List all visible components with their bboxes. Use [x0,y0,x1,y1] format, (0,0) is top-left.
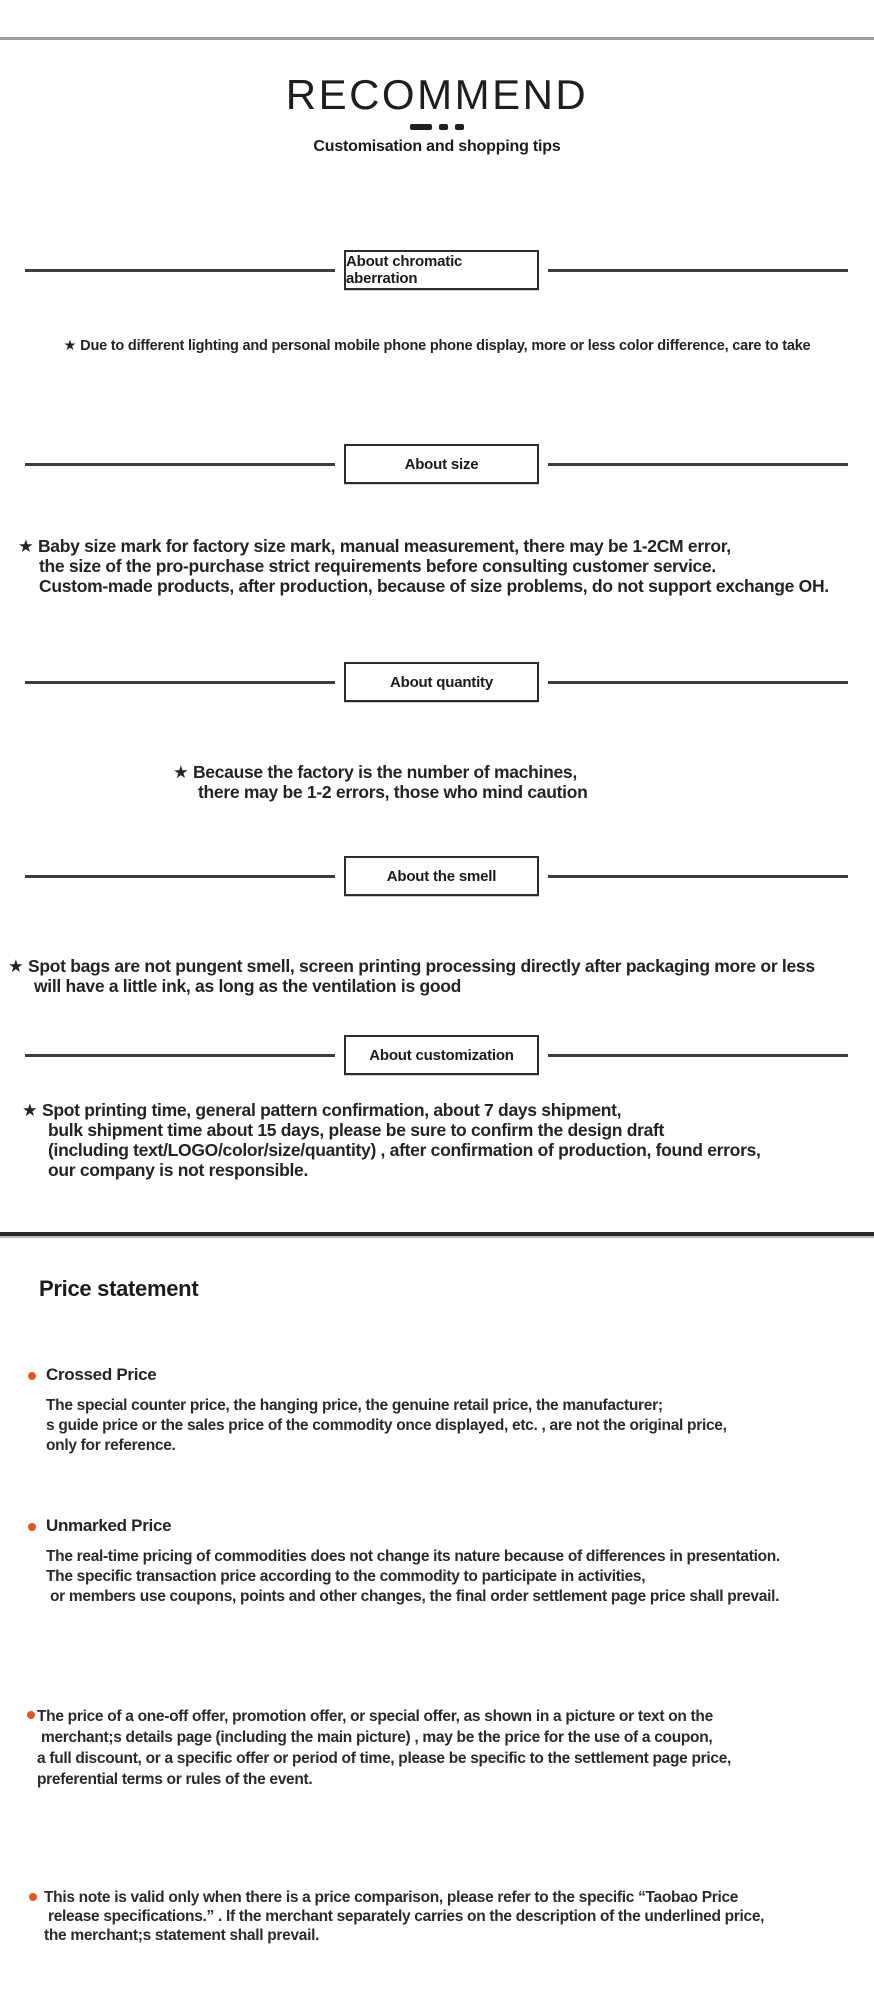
ornament-dash-small [439,124,448,130]
price-text-line: the merchant;s statement shall prevail. [44,1927,320,1944]
section-label: About customization [369,1046,514,1064]
note-line: will have a little ink, as long as the ventilation is good [34,976,461,996]
note-line: ★ Spot bags are not pungent smell, screen printing processing directly after packaging more or less [8,956,815,976]
ornament-dash-small [455,124,464,130]
note-line: the size of the pro-purchase strict requirements before consulting customer service. [39,556,716,576]
note-line: ★ Because the factory is the number of machines, [173,762,577,782]
note-line: bulk shipment time about 15 days, please be sure to confirm the design draft [48,1120,665,1140]
price-text-line: s guide price or the sales price of the commodity once displayed, etc. , are not the original price, [46,1417,727,1434]
note-line: ★ Baby size mark for factory size mark, manual measurement, there may be 1-2CM error, [18,536,731,556]
price-item-text [46,1547,780,1607]
price-text-line: The special counter price, the hanging price, the genuine retail price, the manufacturer; [46,1397,663,1414]
top-divider-line [0,37,874,40]
price-item-text [37,1706,731,1790]
divider-line-left [25,875,335,878]
section-label-box [344,1035,539,1075]
divider-line-right [548,463,848,466]
section-divider-quantity [0,662,874,702]
smell-note [8,956,815,996]
price-text-line: preferential terms or rules of the event. [37,1771,313,1788]
note-line: (including text/LOGO/color/size/quantity) , after confirmation of production, found errors, [48,1140,761,1160]
price-item-label: Crossed Price [46,1365,157,1384]
section-label: About quantity [389,673,493,691]
price-item-label: Unmarked Price [46,1516,172,1535]
note-line: ★ Due to different lighting and personal mobile phone phone display, more or less color difference, care to take [63,338,811,354]
section-divider-chromatic [0,250,874,290]
section-divider-customization [0,1035,874,1075]
chromatic-note [0,336,874,356]
customization-note [22,1100,761,1180]
section-divider-size [0,444,874,484]
price-item-text [44,1888,764,1945]
note-line: our company is not responsible. [48,1160,309,1180]
price-text-line: The specific transaction price according to the commodity to participate in activities, [46,1568,646,1585]
divider-line-right [548,875,848,878]
price-text-line: merchant;s details page (including the main picture) , may be the price for the use of a coupon, [41,1729,713,1746]
section-divider-smell [0,856,874,896]
section-label: About size [404,455,479,473]
price-text-line: release specifications.” . If the merchant separately carries on the description of the underlined price, [48,1908,765,1925]
divider-line-left [25,681,335,684]
section-label-box [344,444,539,484]
price-statement-heading: Price statement [39,1276,199,1301]
bullet-icon [27,1711,35,1719]
price-text-line: a full discount, or a specific offer or period of time, please be specific to the settlement page price, [37,1750,732,1767]
section-separator-rule [0,1232,874,1236]
divider-line-left [25,1054,335,1057]
bullet-icon [29,1893,37,1901]
price-item-text [46,1396,727,1456]
quantity-note [173,762,587,802]
price-text-line: or members use coupons, points and other changes, the final order settlement page price shall prevail. [50,1588,780,1605]
page-subtitle: Customisation and shopping tips [313,138,561,155]
size-note [18,536,829,596]
note-line: there may be 1-2 errors, those who mind caution [198,782,588,802]
section-label-box [344,662,539,702]
divider-line-right [548,1054,848,1057]
bullet-icon [28,1372,36,1380]
price-text-line: The price of a one-off offer, promotion offer, or special offer, as shown in a picture or text on the [37,1708,713,1725]
divider-line-left [25,463,335,466]
section-label-box [344,250,539,290]
price-text-line: only for reference. [46,1437,176,1454]
divider-line-left [25,269,335,272]
section-label-box [344,856,539,896]
divider-line-right [548,681,848,684]
title-ornament [0,124,874,130]
bullet-icon [28,1523,36,1531]
price-text-line: This note is valid only when there is a price comparison, please refer to the specific “Taobao Price [44,1889,739,1906]
ornament-dash-long [410,124,432,130]
section-label: About chromatic aberration [346,253,463,287]
divider-line-right [548,269,848,272]
page-title: RECOMMEND [285,71,589,118]
note-line: ★ Spot printing time, general pattern confirmation, about 7 days shipment, [22,1100,622,1120]
price-text-line: The real-time pricing of commodities does not change its nature because of differences in presentation. [46,1548,780,1565]
note-line: Custom-made products, after production, because of size problems, do not support exchange OH. [39,576,829,596]
section-label: About the smell [386,867,497,885]
